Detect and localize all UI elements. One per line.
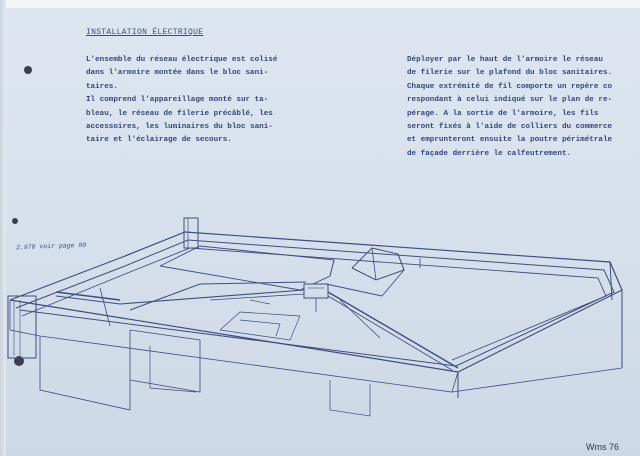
left-text-column: L'ensemble du réseau électrique est colisé dans l'armoire montée dans le bloc sani- taires. Il comprend l'appareillage monté sur ta- bleau, le réseau de filerie précâblé, les accessoires, les luminaires du bloc sani- taire et l'éclairage de secours. — [86, 56, 278, 145]
right-text-column: Déployer par le haut de l'armoire le réseau de filerie sur le plafond du bloc sanitaires. Chaque extrémité de fil comporte un repère co respondant à celui indiqué sur le plan de re- pérage. A la sortie de l'armoire, les fils seront fixés à l'aide de colliers du commerce et emprunteront ensuite la poutre périmétrale de façade derrière le calfeutrement. — [407, 56, 613, 158]
document-title: INSTALLATION ÉLECTRIQUE — [86, 28, 204, 37]
wiring-network — [56, 258, 458, 370]
page-reference: Wms 76 — [586, 442, 620, 452]
sanitary-block-walls — [40, 312, 370, 416]
margin-note: 2.970 voir page 80 — [15, 241, 87, 252]
perimeter-beam — [10, 232, 622, 398]
cabinet-box — [304, 284, 328, 298]
